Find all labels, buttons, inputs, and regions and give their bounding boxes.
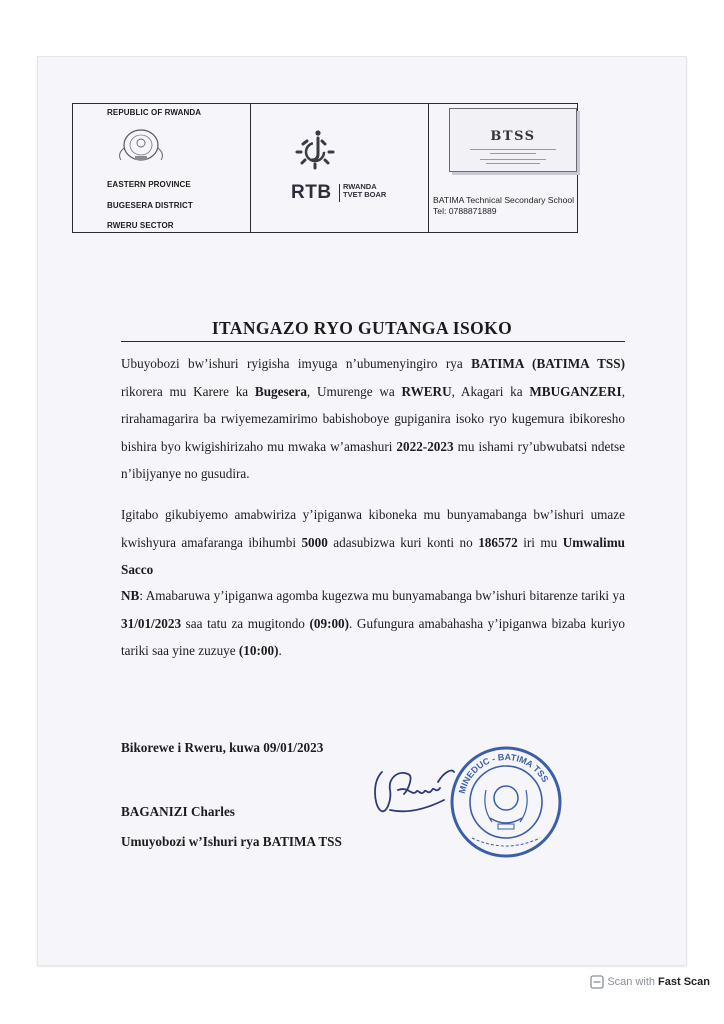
text-run: . xyxy=(278,643,282,658)
page-title: ITANGAZO RYO GUTANGA ISOKO xyxy=(211,318,513,338)
rtb-subtitle-line-2: TVET BOAR xyxy=(343,190,387,199)
place-and-date: Bikorewe i Rweru, kuwa 09/01/2023 xyxy=(121,740,324,755)
bold-run: Bugesera xyxy=(254,383,307,399)
text-run: , Umurenge wa xyxy=(306,383,402,399)
paragraph-tender-document xyxy=(121,501,625,584)
text-run: Igitabo gikubiyemo amabwiriza y’ipiganwa kiboneka mu bunyamabanga bw’ishuri umaze kwishyura amafaranga ibihumbi xyxy=(121,507,625,550)
text-run: , rirahamagarira ba rwiyemezamirimo babishoboye gupiganira isoko ryo kugemura ibikoresho bishira byo kwigishirizaho mu mwaka w’amashuri xyxy=(121,383,625,454)
rtb-divider xyxy=(339,184,340,202)
bold-run: 2022-2023 xyxy=(396,438,454,454)
text-run: rikorera mu Karere ka xyxy=(121,383,255,399)
btss-logo-line xyxy=(490,153,536,154)
btss-logo-line xyxy=(486,163,540,164)
bold-run: 186572 xyxy=(478,534,518,550)
rtb-gear-logo-icon xyxy=(291,130,341,170)
watermark-prefix: Scan with xyxy=(607,976,656,988)
bold-run: RWERU xyxy=(401,383,452,399)
btss-logo-text: BTSS xyxy=(490,129,536,144)
scan-app-icon xyxy=(590,975,604,989)
btss-logo-box xyxy=(449,108,577,172)
rtb-name: RTB xyxy=(291,182,332,203)
text-run: Ubuyobozi bw’ishuri ryigisha imyuga n’ubumenyingiro rya xyxy=(121,356,472,371)
watermark-brand: Fast Scan xyxy=(658,976,710,988)
bold-run: Umwalimu Sacco xyxy=(121,534,626,577)
text-run: iri mu xyxy=(517,534,563,550)
bold-run: (10:00) xyxy=(238,643,279,658)
bold-run: (09:00) xyxy=(309,615,350,631)
scanner-watermark xyxy=(590,975,710,989)
school-name: BATIMA Technical Secondary School xyxy=(433,195,575,205)
handwritten-signature-icon xyxy=(368,760,458,820)
bold-run: NB xyxy=(121,588,140,603)
bold-run: 5000 xyxy=(301,534,328,550)
rwanda-emblem-icon xyxy=(111,126,171,164)
school-phone: Tel: 0788871889 xyxy=(433,206,497,216)
stamp-text: MINEDUC - BATIMA TSS xyxy=(456,751,551,795)
btss-logo-line xyxy=(480,159,546,160)
text-run: , Akagari ka xyxy=(451,383,530,399)
rtb-subtitle xyxy=(343,183,386,199)
bold-run: BATIMA (BATIMA TSS) xyxy=(471,356,625,371)
paragraph-deadline-note xyxy=(121,582,625,665)
signatory-title: Umuyobozi w’Ishuri rya BATIMA TSS xyxy=(121,834,342,849)
bold-run: MBUGANZERI xyxy=(529,383,622,399)
text-run: adasubizwa kuri konti no xyxy=(327,534,479,550)
letterhead-government-cell xyxy=(73,104,251,232)
sector-label: RWERU SECTOR xyxy=(107,221,174,230)
signatory-name: BAGANIZI Charles xyxy=(121,804,235,819)
text-run: saa tatu za mugitondo xyxy=(181,615,310,631)
text-run: mu ishami ry’ubwubatsi ndetse n’ibijyanye no gusudira. xyxy=(121,438,625,481)
paragraph-announcement xyxy=(121,350,625,488)
text-run: : Amabaruwa y’ipiganwa agomba kugezwa mu bunyamabanga bw’ishuri bitarenze tariki ya xyxy=(139,588,625,603)
btss-logo-line xyxy=(470,149,556,150)
district-label: BUGESERA DISTRICT xyxy=(107,201,193,210)
letterhead-rtb-cell xyxy=(251,104,429,232)
text-run: . Gufungura amabahasha y’ipiganwa bizaba kuriyo tariki saa yine zuzuye xyxy=(121,615,626,658)
republic-label: REPUBLIC OF RWANDA xyxy=(107,108,202,117)
rtb-subtitle-line-1: RWANDA xyxy=(343,182,377,191)
official-stamp-icon xyxy=(446,742,566,862)
letterhead-table xyxy=(72,103,578,233)
bold-run: 31/01/2023 xyxy=(121,615,182,631)
title-underline xyxy=(121,341,625,342)
letterhead-school-cell xyxy=(429,104,577,232)
province-label: EASTERN PROVINCE xyxy=(107,180,191,189)
